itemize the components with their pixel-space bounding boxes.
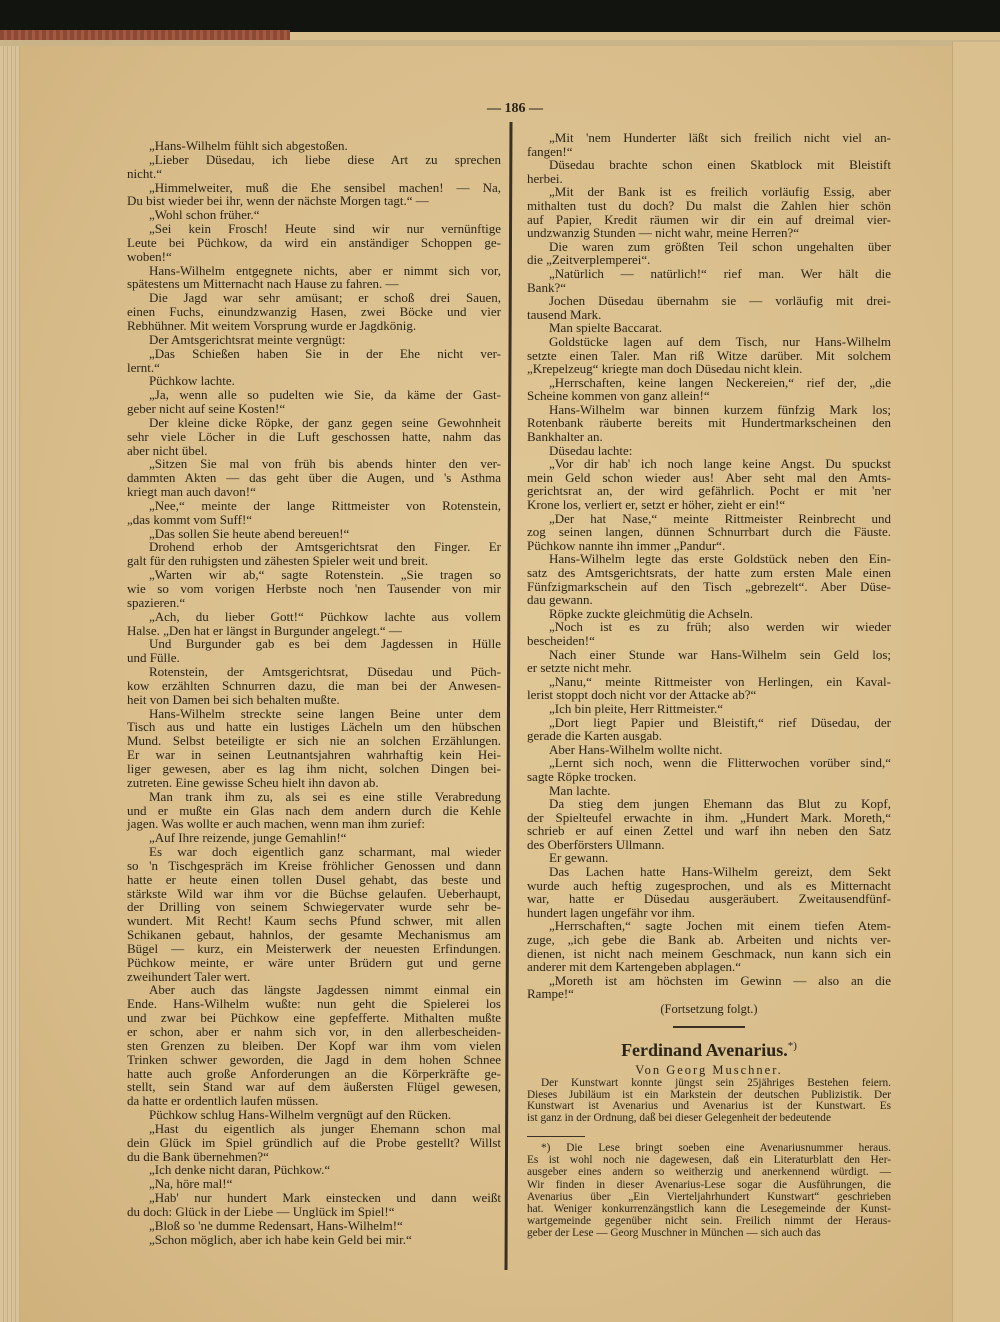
text-line: Es war doch eigentlich ganz scharmant, mal wieder xyxy=(149,844,501,860)
paragraph xyxy=(127,499,501,527)
paragraph xyxy=(527,675,891,702)
text-line: Bügel — kurz, ein Meisterwerk der neuesten Erfindungen. xyxy=(127,940,501,956)
text-line: „Himmelweiter, muß die Ehe sensibel machen! — Na, xyxy=(149,179,501,195)
text-line: stärkste Wild war ihm vor die Büchse gelaufen. Ueberhaupt, xyxy=(127,885,501,901)
paragraph xyxy=(127,139,501,153)
paragraph xyxy=(127,208,501,222)
text-line: schrieb er auf einen Zettel und warf ihn neben den Satz xyxy=(527,823,891,839)
paragraph xyxy=(127,222,501,264)
text-line: „Hast du eigentlich als junger Ehemann schon mal xyxy=(149,1120,501,1136)
text-line: Du bist wieder bei ihr, wenn der nächste Morgen tagt.“ — xyxy=(127,193,429,209)
next-page-edge xyxy=(952,42,1000,1322)
paragraph xyxy=(527,784,891,798)
paragraph xyxy=(127,610,501,638)
text-line: Das Lachen hatte Hans-Wilhelm gereizt, dem Sekt xyxy=(549,864,891,880)
paragraph xyxy=(127,790,501,832)
text-line: Man trank ihm zu, als sei es eine stille Verabredung xyxy=(149,788,501,804)
text-line: sehr viele Löcher in die Luft geschossen hatte, nahm das xyxy=(127,428,501,444)
text-line: „Auf Ihre reizende, junge Gemahlin!“ xyxy=(149,830,347,846)
text-line: setzte einen Taler. Man riß Witze darüber. Mit solchem xyxy=(527,347,891,363)
text-line: kow erzählten Schnurren dazu, die man bei der Anwesen- xyxy=(127,677,501,693)
paragraph xyxy=(527,267,891,294)
continued-note: (Fortsetzung folgt.) xyxy=(660,1002,758,1016)
text-line: so 'n Tischgespräch im Kreise fröhlicher Genossen und dann xyxy=(127,857,501,873)
paragraph xyxy=(527,294,891,321)
text-line: Die waren zum größten Teil schon ungehalten über xyxy=(549,238,891,254)
text-line: zutreten. Eine gewisse Scheu hielt ihn davon ab. xyxy=(127,774,379,790)
paragraph xyxy=(527,756,891,783)
text-line: woben!“ xyxy=(127,248,172,264)
text-line: dammten Akten — das geht über die Augen, und 's Asthma xyxy=(127,470,501,486)
paragraph xyxy=(527,444,891,458)
text-line: Hans-Wilhelm entgegnete nichts, aber er nimmt sich vor, xyxy=(149,262,501,278)
text-line: Leute bei Püchkow, da wird ein anständiger Schoppen ge- xyxy=(127,234,501,250)
text-line: Der Amtsgerichtsrat meinte vergnügt: xyxy=(149,331,346,347)
text-line: „Mit 'nem Hunderter läßt sich freilich nicht viel an- xyxy=(549,130,891,145)
text-line: wartgemeinde gegenüber nicht sein. Freilich nimmt der Heraus- xyxy=(527,1215,891,1228)
footnote-divider xyxy=(527,1136,585,1137)
text-line: Fünfzigmarkschein auf den Tisch „gebrezelt“. Aber Düse- xyxy=(527,578,891,594)
text-line: Hans-Wilhelm legte das erste Goldstück neben den Ein- xyxy=(549,551,891,567)
paragraph xyxy=(127,665,501,707)
text-line: hatte auch große Anforderungen an die Körperkräfte ge- xyxy=(127,1065,501,1081)
text-line: lerist stoppt doch nicht vor der Attacke ab?“ xyxy=(527,687,757,703)
text-line: „Ich bin pleite, Herr Rittmeister.“ xyxy=(549,700,723,716)
paragraph xyxy=(527,702,891,716)
text-line: bescheiden!“ xyxy=(527,632,595,648)
text-line: Püchkow nannte ihn immer „Pandur“. xyxy=(527,537,726,553)
text-line: Röpke zuckte gleichmütig die Achseln. xyxy=(549,605,753,621)
text-line: zog seinen langen, dünnen Schnurrbart durch die Fäuste. xyxy=(527,524,891,540)
text-line: Da stieg dem jungen Ehemann das Blut zu Kopf, xyxy=(549,796,891,812)
text-line: „Lieber Düsedau, ich liebe diese Art zu sprechen xyxy=(149,151,501,167)
paragraph xyxy=(527,648,891,675)
paragraph xyxy=(527,552,891,606)
text-line: Rebhühner. Mit weitem Vorsprung wurde er Jagdkönig. xyxy=(127,317,417,333)
text-line: Kunstwart ist Avenarius und Avenarius ist der Kunstwart. Es xyxy=(527,1100,891,1113)
text-line: wie so vom vorigen Herbste noch 'nen Tausender von mir xyxy=(127,581,501,596)
text-line: „Herrschaften, keine langen Neckereien,“ rief der, „die xyxy=(549,374,891,390)
paragraph xyxy=(527,403,891,444)
text-line: „Nee,“ meinte der lange Rittmeister von Rotenstein, xyxy=(149,497,501,513)
text-line: Düsedau lachte: xyxy=(549,442,633,458)
text-line: stellt, sein Stand war auf dem äußersten Flügel gewesen, xyxy=(127,1079,501,1095)
text-line: zuge, „ich gebe die Bank ab. Arbeiten und nichts ver- xyxy=(527,932,891,948)
paragraph xyxy=(527,743,891,757)
text-line: Bankhalter an. xyxy=(527,429,603,445)
text-line: Der Kunstwart konnte jüngst sein 25jähriges Bestehen feiern. xyxy=(541,1077,891,1089)
paragraph xyxy=(527,620,891,647)
text-line: Püchkow schlug Hans-Wilhelm vergnügt auf den Rücken. xyxy=(149,1107,452,1123)
text-line: Er gewann. xyxy=(549,850,609,866)
paragraph xyxy=(127,568,501,610)
paragraph xyxy=(127,1219,501,1233)
text-line: er setzte nicht mehr. xyxy=(527,660,632,676)
text-line: dein Glück im Spiel gründlich auf die Probe gestellt? Willst xyxy=(127,1134,501,1150)
text-line: Avenarius über „Ein Vierteljahrhundert Kunstwart“ geschrieben xyxy=(527,1190,891,1203)
text-line: Tisch aus und hatte ein lustiges Lächeln um den hübschen xyxy=(127,719,501,735)
paragraph xyxy=(127,153,501,181)
paragraph xyxy=(527,185,891,239)
text-line: fangen!“ xyxy=(527,143,573,159)
text-line: Rampe!“ xyxy=(527,986,574,1002)
text-line: „Ach, du lieber Gott!“ Püchkow lachte aus vollem xyxy=(149,608,501,624)
text-line: „Ja, wenn alle so pudelten wie Sie, da käme der Gast- xyxy=(149,387,501,403)
article-title-text: Ferdinand Avenarius. xyxy=(621,1040,788,1060)
text-line: und Fülle. xyxy=(127,650,180,666)
text-line: ist ganz in der Ordnung, daß bei dieser Gelegenheit der bedeutende xyxy=(527,1111,831,1124)
page-number: — 186 — xyxy=(487,101,543,116)
text-line: Die Jagd war sehr amüsant; er schoß drei Sauen, xyxy=(149,290,501,306)
paragraph xyxy=(527,851,891,865)
text-line: Er war in seinen Leutnantsjahren wahrhaftig kein Hei- xyxy=(127,747,501,763)
text-line: Aber Hans-Wilhelm wollte nicht. xyxy=(549,741,723,757)
text-line: war, hatte er Düsedau ausgeräubert. Zweitausendfünf- xyxy=(527,891,891,907)
text-line: wundert. Mit Recht! Kaum sechs Pfund schwer, mit allen xyxy=(127,913,501,929)
text-line: undzwanzig Stunden — nicht wahr, meine Herren?“ xyxy=(527,225,800,241)
text-line: „Krepelzeug“ kriegte man doch Düsedau nicht klein. xyxy=(527,361,803,377)
text-line: „Moreth ist am höchsten im Gewinn — also an die xyxy=(549,972,891,988)
paragraph xyxy=(527,158,891,185)
text-line: Rotenbank räuberte bereits mit Hundertmarkscheinen den xyxy=(527,415,891,431)
text-line: mein Geld schon wieder aus! Aber seht mal den Amts- xyxy=(527,469,891,485)
text-line: hundert lagen ungefähr vor ihm. xyxy=(527,904,695,920)
article-byline: Von Georg Muschner. xyxy=(635,1063,783,1077)
paragraph xyxy=(127,1191,501,1219)
text-line: Düsedau brachte schon einen Skatblock mit Bleistift xyxy=(549,157,891,173)
text-line: „Warten wir ab,“ sagte Rotenstein. „Sie tragen so xyxy=(149,567,501,583)
paragraph xyxy=(127,637,501,665)
text-line: Rotenstein, der Amtsgerichtsrat, Düsedau und Püch- xyxy=(149,664,501,680)
text-line: „Noch ist es zu früh; also werden wir wieder xyxy=(549,619,891,635)
text-line: kriegt man auch davon!“ xyxy=(127,484,256,500)
text-line: heit von Damen bei sich behalten mußte. xyxy=(127,691,340,707)
text-line: spazieren.“ xyxy=(127,594,186,610)
text-line: ausgeber eines andern so weitherzig und anerkennend würdigt. — xyxy=(527,1166,891,1179)
text-line: Man spielte Baccarat. xyxy=(549,320,662,336)
text-line: Und Burgunder gab es bei dem Jagdessen in Hülle xyxy=(149,636,501,652)
text-line: des Oberförsters Ullmann. xyxy=(527,836,665,852)
paragraph xyxy=(127,1233,501,1247)
scan-background xyxy=(0,0,1000,32)
text-line: der Drilling von seinem Schwiegervater wurde sehr be- xyxy=(127,899,501,915)
text-line: Bank?“ xyxy=(527,279,566,295)
text-line: Hans-Wilhelm war binnen kurzem fünfzig Mark los; xyxy=(549,401,891,417)
paragraph xyxy=(527,1078,891,1124)
paragraph xyxy=(527,865,891,919)
text-line: „Mit der Bank ist es freilich vorläufig Essig, aber xyxy=(549,184,891,200)
text-line: da hatte er ordentlich laufen müssen. xyxy=(127,1093,319,1109)
text-line: der Spielteufel erwachte in ihm. „Hundert Mark. Moreth,“ xyxy=(527,809,891,825)
text-line: Der kleine dicke Röpke, der ganz gegen seine Gewohnheit xyxy=(149,414,501,430)
text-line: wurde auch heftig zugesprochen, und als es Mitternacht xyxy=(527,877,891,893)
text-line: „Na, höre mal!“ xyxy=(149,1176,233,1192)
text-line: Püchkow lachte. xyxy=(149,373,235,389)
text-line: „Nanu,“ meinte Rittmeister von Herlingen, ein Kaval- xyxy=(549,673,891,689)
text-line: Nach einer Stunde war Hans-Wilhelm sein Geld los; xyxy=(549,646,891,662)
text-line: Goldstücke lagen auf dem Tisch, nur Hans-Wilhelm xyxy=(549,333,891,349)
text-line: Halse. „Den hat er längst in Burgunder angelegt.“ — xyxy=(127,622,402,638)
text-line: „das kommt vom Suff!“ xyxy=(127,511,253,527)
text-line: „Lernt sich noch, wenn die Flitterwochen vorüber sind,“ xyxy=(549,755,891,771)
text-line: „Das sollen Sie heute abend bereuen!“ xyxy=(149,525,350,541)
paragraph xyxy=(127,347,501,375)
paragraph xyxy=(127,264,501,292)
text-line: hatte er heute einen tollen Dusel gehabt, das beste und xyxy=(127,871,501,887)
text-line: „Der hat Nase,“ meinte Rittmeister Reinbrecht und xyxy=(549,510,891,526)
paragraph xyxy=(527,321,891,335)
paragraph xyxy=(527,335,891,376)
text-line: „Bloß so 'ne dumme Redensart, Hans-Wilhelm!“ xyxy=(149,1217,403,1233)
text-line: „Ich denke nicht daran, Püchkow.“ xyxy=(149,1162,331,1178)
text-line: Wir finden in dieser Avenarius-Lese sogar die Ausführungen, die xyxy=(527,1178,891,1191)
left-column xyxy=(127,139,501,1247)
text-line: Püchkow meinte, er wäre unter Brüdern gut und gerne xyxy=(127,954,501,970)
text-line: und er mußte ein Glas nach dem andern durch die Kehle xyxy=(127,802,501,818)
paragraph xyxy=(527,1142,891,1240)
text-line: geber nicht auf seine Kosten!“ xyxy=(127,401,286,417)
text-line: dau gewann. xyxy=(527,592,593,608)
text-line: „Hans-Wilhelm fühlt sich abgestoßen. xyxy=(149,138,348,153)
text-line: geber der Lese — Georg Muschner in München — sich auch das xyxy=(527,1227,821,1240)
paragraph xyxy=(127,457,501,499)
stacked-page-edges xyxy=(0,46,20,1322)
article-footnote xyxy=(527,1142,891,1240)
text-line: „Natürlich — natürlich!“ rief man. Wer hält die xyxy=(549,265,891,281)
text-line: jagen. Was wollte er auch machen, wenn man ihm zurief: xyxy=(127,816,425,832)
text-line: und zwar bei Püchkow eine gepfefferte. Mithalten mußte xyxy=(127,1010,501,1026)
paragraph xyxy=(127,707,501,790)
paragraph xyxy=(527,512,891,553)
text-line: aber nicht übel. xyxy=(127,442,208,458)
paragraph xyxy=(527,240,891,267)
article-title xyxy=(527,1040,891,1061)
paragraph xyxy=(527,607,891,621)
text-line: du die Bank übernehmen?“ xyxy=(127,1148,269,1164)
paragraph xyxy=(127,374,501,388)
paragraph xyxy=(127,1177,501,1191)
text-line: sagte Röpke trocken. xyxy=(527,768,637,784)
text-line: Mund. Selbst beteiligte er sich nie an solchen Erzählungen. xyxy=(127,733,501,749)
paragraph xyxy=(127,416,501,458)
text-line: Man lachte. xyxy=(549,782,611,798)
text-line: lernt.“ xyxy=(127,359,160,375)
paragraph xyxy=(127,1122,501,1164)
text-line: sten Grenzen zu bleiben. Der Kopf war ihm vom vielen xyxy=(127,1037,501,1053)
paragraph xyxy=(527,716,891,743)
paragraph xyxy=(127,527,501,541)
text-line: herbei. xyxy=(527,170,563,186)
paragraph xyxy=(127,388,501,416)
paragraph xyxy=(127,540,501,568)
right-column xyxy=(527,131,891,1001)
text-line: „Sitzen Sie mal von früh bis abends hinter den ver- xyxy=(149,456,501,472)
text-line: zweihundert Taler wert. xyxy=(127,968,251,984)
text-line: Dieses Jubiläum ist ein Markstein der deutschen Publizistik. Der xyxy=(527,1088,891,1101)
text-line: du doch: Glück in der Liebe — Unglück im Spiel!“ xyxy=(127,1203,395,1219)
paragraph xyxy=(127,181,501,209)
paragraph xyxy=(527,974,891,1001)
text-line: Drohend erhob der Amtsgerichtsrat den Finger. Er xyxy=(149,539,501,555)
text-line: auf Papier, Kredit räumen wir dir ein auf dreimal vier- xyxy=(527,211,891,227)
paragraph xyxy=(127,291,501,333)
text-line: satz des Amtsgerichtsrats, der hatte zum ersten Male einen xyxy=(527,565,891,580)
paragraph xyxy=(527,797,891,851)
text-line: „Dort liegt Papier und Bleistift,“ rief Düsedau, der xyxy=(549,714,891,730)
paragraph xyxy=(527,131,891,158)
paragraph xyxy=(127,1108,501,1122)
text-line: die „Zeitverplemperei“. xyxy=(527,252,651,268)
footnote-mark: *) xyxy=(787,1040,797,1052)
text-line: Schikanen gebaut, hahnlos, der gesamte Mechanismus am xyxy=(127,927,501,943)
paragraph xyxy=(527,376,891,403)
text-line: liger gewesen, aber es lag ihm nicht, solchen Dingen bei- xyxy=(127,760,501,776)
text-line: *) Die Lese bringt soeben eine Avenariusnummer heraus. xyxy=(541,1142,891,1154)
book-edge xyxy=(0,30,290,40)
paragraph xyxy=(527,457,891,511)
paragraph xyxy=(127,831,501,845)
text-line: Hans-Wilhelm streckte seine langen Beine unter dem xyxy=(149,705,501,721)
text-line: „Sei kein Frosch! Heute sind wir nur vernünftige xyxy=(149,221,501,237)
paragraph xyxy=(127,983,501,1108)
text-line: „Herrschaften,“ sagte Jochen mit einem tiefen Atem- xyxy=(549,918,891,934)
paragraph xyxy=(527,919,891,973)
text-line: „Hab' nur hundert Mark einstecken und dann weißt xyxy=(149,1190,501,1206)
paragraph xyxy=(127,333,501,347)
text-line: „Vor dir hab' ich noch lange keine Angst. Du spuckst xyxy=(549,456,891,472)
article-body xyxy=(527,1078,891,1124)
text-line: dienen, ist nicht nach meinem Geschmack, nun kann sich ein xyxy=(527,945,891,961)
text-line: „Wohl schon früher.“ xyxy=(149,207,260,223)
section-divider xyxy=(673,1026,745,1028)
text-line: galt für den ruhigsten und zähesten Spieler weit und breit. xyxy=(127,553,429,569)
text-line: er schon, aber er nahm sich vor, in den allerbescheiden- xyxy=(127,1024,501,1039)
text-line: Ende. Hans-Wilhelm wußte: nun geht die Spielerei los xyxy=(127,996,501,1012)
text-line: einen Fuchs, einundzwanzig Hasen, zwei Böcke und vier xyxy=(127,304,501,320)
text-line: Trinken schwer geworden, die Jagd in dem hohen Schnee xyxy=(127,1051,501,1067)
text-line: Scheine kommen von ganz allein!“ xyxy=(527,388,710,404)
text-line: Jochen Düsedau übernahm sie — vorläufig mit drei- xyxy=(549,293,891,309)
text-line: gerade die Karten ausgab. xyxy=(527,728,662,744)
text-line: anderer mit dem Kartengeben abplagen.“ xyxy=(527,959,742,975)
text-line: gerichtsrat an, der wird gefährlich. Pocht er mit 'ner xyxy=(527,483,891,499)
paragraph xyxy=(127,1163,501,1177)
text-line: mithalten tust du doch? Du malst die Zahlen hier schön xyxy=(527,197,891,213)
paragraph xyxy=(127,845,501,983)
text-line: nicht.“ xyxy=(127,165,163,181)
text-line: Krone los, verliert er, setzt er höher, zieht er ein!“ xyxy=(527,497,786,513)
text-line: hat. Weniger konkurrenzängstlich kann die Lesegemeinde der Kunst- xyxy=(527,1203,891,1216)
text-line: „Das Schießen haben Sie in der Ehe nicht ver- xyxy=(149,345,501,361)
text-line: „Schon möglich, aber ich habe kein Geld bei mir.“ xyxy=(149,1231,412,1247)
text-line: Es ist wohl noch nie dagewesen, daß ein Literaturblatt den Her- xyxy=(527,1154,891,1167)
text-line: spätestens um Mitternacht nach Hause zu fahren. — xyxy=(127,276,399,292)
text-line: Aber auch das längste Jagdessen nimmt einmal ein xyxy=(149,982,501,998)
text-line: tausend Mark. xyxy=(527,306,602,322)
